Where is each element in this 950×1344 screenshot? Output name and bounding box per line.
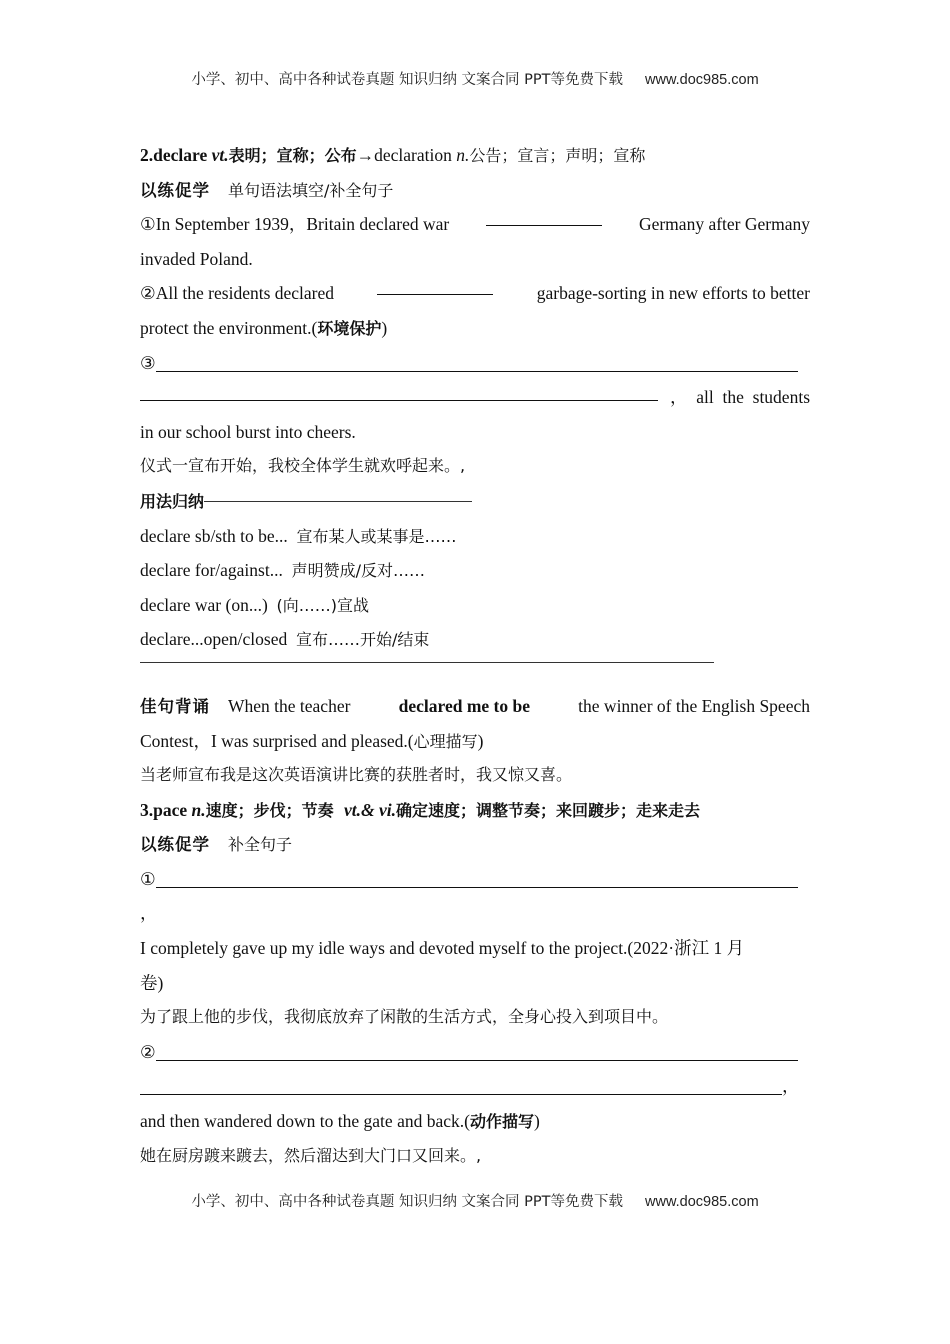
answer-line[interactable] — [140, 380, 658, 401]
answer-blank[interactable] — [377, 276, 493, 295]
good-sentence-cont: Contest，I was surprised and pleased.(心理描写) — [140, 730, 484, 751]
footer-site[interactable]: www.doc985.com — [645, 1194, 759, 1210]
s3-practice-heading: 以练促学 补全句子 — [140, 835, 293, 855]
s3-question-2-translation: 她在厨房踱来踱去，然后溜达到大门口又回来。, — [140, 1145, 482, 1165]
page-footer — [0, 1190, 950, 1211]
answer-blank[interactable] — [486, 207, 602, 226]
usage-end-divider — [140, 657, 810, 689]
answer-line[interactable] — [156, 351, 798, 372]
answer-line[interactable] — [140, 1074, 782, 1095]
usage-item: declare for/against... 声明赞成/反对…… — [140, 560, 426, 581]
divider — [204, 501, 472, 502]
header-text: 小学、初中、高中各种试卷真题 知识归纳 文案合同 PPT等免费下载 — [191, 72, 624, 88]
s3-word: pace — [153, 799, 188, 820]
s2-practice-heading: 以练促学 单句语法填空/补全句子 — [140, 180, 394, 200]
arrow-icon: → — [356, 145, 375, 165]
good-sentence: 佳句背诵 When the teacher declared me to be the winner of the English Speech — [140, 695, 810, 716]
s2-question-3-translation: 仪式一宣布开始，我校全体学生就欢呼起来。, — [140, 456, 466, 476]
usage-heading: 用法归纳 — [140, 484, 810, 519]
s3-question-2: ② — [140, 1035, 810, 1070]
footer-text: 小学、初中、高中各种试卷真题 知识归纳 文案合同 PPT等免费下载 — [191, 1194, 624, 1210]
s3-question-1-translation: 为了跟上他的步伐，我彻底放弃了闲散的生活方式，全身心投入到项目中。 — [140, 1007, 669, 1027]
usage-item: declare sb/sth to be... 宣布某人或某事是…… — [140, 525, 457, 546]
s2-question-3: ③ — [140, 346, 810, 381]
s3-question-2-cont: and then wandered down to the gate and back.(动作描写) — [140, 1111, 540, 1132]
page-header — [0, 68, 950, 89]
s2-question-3-cont: in our school burst into cheers. — [140, 421, 356, 442]
s3-question-1-cont: I completely gave up my idle ways and devoted myself to the project.(2022·浙江 1 月 — [140, 938, 745, 959]
s3-question-2-line2: ， — [140, 1069, 810, 1104]
answer-line[interactable] — [156, 1040, 798, 1061]
s2-title: 2.declare vt.表明；宣称；公布→declaration n.公告；宣言；声明；宣称 — [140, 145, 646, 165]
s2-question-1: ①In September 1939，Britain declared war Germany after Germany — [140, 207, 810, 242]
s2-question-1-cont: invaded Poland. — [140, 248, 253, 269]
s2-word: declare — [153, 145, 208, 165]
header-site[interactable]: www.doc985.com — [645, 72, 759, 88]
usage-item: declare war (on...) (向……)宣战 — [140, 594, 370, 615]
s3-question-1: ① — [140, 862, 810, 897]
answer-line[interactable] — [156, 867, 798, 888]
s2-question-3-line2: ， all the students — [140, 380, 810, 415]
s2-question-2-cont: protect the environment.(环境保护) — [140, 317, 388, 338]
s2-question-2: ②All the residents declared garbage-sorting in new efforts to better — [140, 276, 810, 311]
document-body — [140, 138, 810, 1173]
s3-question-1-cont2: 卷) — [140, 972, 164, 993]
good-sentence-translation: 当老师宣布我是这次英语演讲比赛的获胜者时，我又惊又喜。 — [140, 765, 573, 785]
usage-item: declare...open/closed 宣布……开始/结束 — [140, 629, 430, 650]
s3-title: 3.pace n.速度；步伐；节奏 vt.& vi.确定速度；调整节奏；来回踱步；走来走去 — [140, 799, 701, 820]
s3-question-1-comma: ， — [140, 903, 158, 924]
divider — [140, 662, 714, 663]
